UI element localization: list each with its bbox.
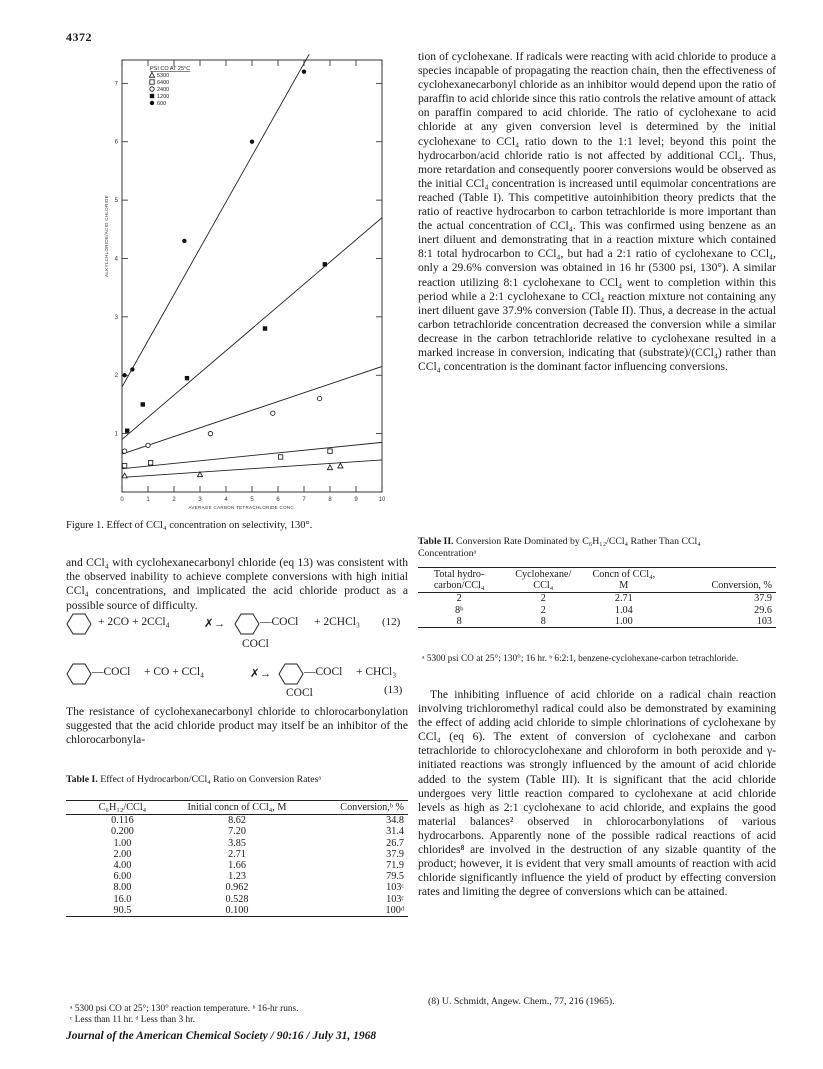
legend-marker-2400 [150, 87, 154, 91]
table-row [66, 882, 408, 893]
y-tick-label: 7 [114, 81, 118, 88]
table-cell: 79.5 [386, 871, 404, 883]
cyclohexane-ring-icon [234, 612, 260, 636]
data-point-1200 [323, 262, 327, 266]
legend-marker-1200 [150, 94, 154, 98]
eq12-arrow: ✗→ [204, 618, 226, 630]
y-tick-label: 1 [114, 431, 118, 438]
plot-frame [122, 60, 382, 492]
table-2-title: Conversion Rate Dominated by C₆H₁₂/CCl₄ Rather Than CCl₄ Concentrationᵃ [418, 536, 701, 559]
eq12-substituent: COCl [242, 638, 269, 650]
series-line-5300 [122, 460, 382, 478]
y-tick-label: 5 [114, 198, 118, 205]
table-row [66, 849, 408, 860]
cyclohexane-ring-icon [278, 662, 304, 686]
series-line-2400 [122, 366, 382, 454]
left-paragraph-1: and CCl₄ with cyclohexanecarbonyl chloride (eq 13) was consistent with the observed inability to achieve complete conversions with high initial CCl₄ concentrations, and implicated the acid chloride product as a possible source of difficulty. [66, 556, 408, 612]
right-paragraph-1: tion of cyclohexane. If radicals were reacting with acid chloride to produce a species incapable of propagating the reaction chain, then the effectiveness of cyclohexanecarbonyl chloride as an inhibitor would depend upon the ratio of paraffin to acid chloride since this ratio controls the relative amount of attack on paraffin compared to acid chloride. The ratio of cyclohexane to acid chloride at any given conversion level is determined by the initial cyclohexane to CCl₄ ratio down to the 1:1 level; beyond this point the hydrocarbon/acid chloride ratio is not affected by additional CCl₄. Thus, more retardation and consequently poorer conversions would be observed as the initial CCl₄ concentration is increased until equimolar concentrations are reached (Table I). This competitive autoinhibition theory predicts that the ratio of reactive hydrocarbon to carbon tetrachloride is more important than the actual concentration of CCl₄. This was confirmed using benzene as an inert diluent and demonstrating that in a reaction mixture which contained 8:1 total hydrocarbon to CCl₄, but had a 2:1 ratio of cyclohexane to CCl₄, only a 29.6% conversion was obtained in 16 hr (5300 psi, 130°). A similar reaction utilizing 8:1 cyclohexane to CCl₄ went to completion within this period while a 2:1 cyclohexane to CCl₄ reaction mixture not containing any inert diluent gave 37.9% conversion (Table II). Thus, a decrease in the actual carbon tetrachloride concentration decreased the conversion while a similar decrease in the carbon tetrachloride relative to cyclohexane resulted in a marked increase in conversion, indicating that (substrate)/(CCl₄) rather than CCl₄ concentration is the dominant factor influencing conversions. [418, 50, 776, 374]
table-cell: 1.00 [614, 615, 633, 627]
table-1-header: Initial concn of CCl₄, M [187, 802, 287, 813]
equation-12 [66, 612, 408, 662]
x-tick-label: 4 [224, 497, 228, 503]
data-point-5300 [122, 473, 127, 478]
x-tick-label: 2 [172, 497, 176, 503]
legend-label: 600 [157, 101, 167, 107]
table-cell: 37.9 [386, 848, 404, 860]
table-2-header: Total hydro-carbon/CCl₄ [433, 569, 485, 592]
table-row [66, 860, 408, 871]
table-2 [418, 567, 776, 628]
cyclohexane-ring-icon [66, 662, 92, 686]
data-point-2400 [146, 443, 150, 447]
legend-label: 2400 [157, 87, 170, 93]
y-tick-label: 2 [114, 373, 118, 380]
journal-footer: Journal of the American Chemical Society / 90:16 / July 31, 1968 [66, 1030, 377, 1042]
table-cell: 26.7 [386, 837, 404, 849]
data-point-600 [250, 140, 254, 144]
reference-8: (8) U. Schmidt, Angew. Chem., 77, 216 (1965). [428, 996, 615, 1007]
table-2-caption [418, 536, 758, 559]
x-tick-label: 6 [276, 497, 280, 503]
data-point-6400 [328, 449, 332, 453]
table-1-footnote: ᵃ 5300 psi CO at 25°; 130° reaction temperature. ᵇ 16-hr runs. [70, 1004, 299, 1014]
table-1-caption [66, 774, 366, 786]
table-cell: 2.71 [228, 848, 246, 860]
table-cell: 2 [456, 593, 462, 605]
table-cell: 1.00 [113, 837, 132, 849]
data-point-600 [182, 239, 186, 243]
table-1 [66, 800, 408, 917]
data-point-600 [302, 69, 306, 73]
table-cell: 7.20 [228, 826, 246, 838]
eq12-reactants: + 2CO + 2CCl₄ [98, 616, 170, 628]
table-row [66, 905, 408, 917]
eq13-byproduct: + CHCl₃ [356, 666, 397, 678]
x-axis-title: AVERAGE CARBON TETRACHLORIDE CONC. [188, 505, 296, 510]
data-point-2400 [122, 449, 126, 453]
table-2-label: Table II. [418, 536, 454, 547]
data-point-600 [130, 367, 134, 371]
legend-marker-5300 [149, 72, 154, 77]
chart-lines [122, 54, 382, 477]
table-cell: 8ᵇ [455, 604, 464, 616]
table-cell: 37.9 [754, 593, 772, 605]
table-cell: 103ᶜ [386, 882, 404, 894]
data-point-6400 [278, 455, 282, 459]
eq13-product: —COCl [304, 666, 343, 678]
table-cell: 3.85 [228, 837, 246, 849]
chart-legend [149, 66, 190, 107]
table-1-footnote: ᶜ Less than 11 hr. ᵈ Less than 3 hr. [70, 1015, 195, 1025]
data-point-2400 [271, 411, 275, 415]
table-row [66, 815, 408, 827]
legend-marker-6400 [150, 80, 154, 84]
table-row [66, 838, 408, 849]
data-point-600 [122, 373, 126, 377]
data-point-6400 [122, 464, 126, 468]
table-cell: 1.23 [228, 871, 246, 883]
table-1-header: Conversion,ᵇ % [340, 802, 404, 813]
legend-label: 1200 [157, 94, 170, 100]
equation-13 [66, 662, 408, 702]
y-tick-label: 3 [114, 314, 118, 321]
table-1-body [66, 815, 408, 917]
x-tick-label: 7 [302, 497, 306, 503]
table-cell: 4.00 [113, 860, 132, 872]
table-cell: 1.04 [614, 604, 633, 616]
figure-1-chart [100, 50, 390, 512]
x-tick-label: 0 [120, 497, 124, 503]
eq13-reagents: + CO + CCl₄ [144, 666, 205, 678]
data-point-5300 [327, 465, 332, 470]
legend-title: PSI CO AT 25°C [150, 66, 191, 72]
table-row [66, 894, 408, 905]
table-2-header: Concn of CCl₄, M [592, 569, 656, 592]
eq13-reactant: —COCl [92, 666, 131, 678]
legend-marker-600 [150, 101, 154, 105]
eq13-arrow: ✗→ [250, 668, 272, 680]
data-point-6400 [148, 461, 152, 465]
table-2-footnote: ᵃ 5300 psi CO at 25°; 130°; 16 hr. ᵇ 6:2:1, benzene-cyclohexane-carbon tetrachloride. [422, 654, 739, 664]
x-tick-label: 1 [146, 497, 150, 503]
table-row [66, 871, 408, 882]
table-cell: 103ᶜ [386, 893, 404, 905]
data-point-5300 [338, 463, 343, 468]
table-cell: 16.0 [113, 893, 132, 905]
series-line-600 [122, 54, 309, 387]
data-point-2400 [208, 431, 212, 435]
table-cell: 2 [540, 604, 546, 616]
table-cell: 71.9 [386, 860, 404, 872]
y-tick-label: 6 [114, 139, 118, 146]
eq12-product: —COCl [260, 616, 299, 628]
table-cell: 8 [456, 615, 462, 627]
table-cell: 100ᵈ [385, 904, 404, 916]
table-row [418, 593, 776, 605]
series-line-1200 [122, 218, 382, 440]
x-tick-label: 3 [198, 497, 202, 503]
right-paragraph-2 [418, 688, 776, 899]
data-point-1200 [263, 326, 267, 330]
chart-axes [104, 60, 386, 510]
data-point-1200 [141, 402, 145, 406]
table-cell: 8.00 [113, 882, 132, 894]
table-cell: 0.528 [225, 893, 249, 905]
table-cell: 29.6 [754, 604, 772, 616]
table-cell: 2 [540, 593, 546, 605]
table-cell: 8 [540, 615, 546, 627]
table-1-title: Effect of Hydrocarbon/CCl₄ Ratio on Conversion Ratesᵃ [100, 774, 322, 785]
y-axis-title: ALKYLCHLORIDE/ACID CHLORIDE [104, 195, 109, 277]
table-cell: 8.62 [228, 815, 246, 827]
page-number: 4372 [66, 30, 92, 44]
eq13-substituent: COCl [286, 687, 313, 699]
eq12-byproduct: + 2CHCl₃ [314, 616, 360, 628]
data-point-2400 [317, 396, 321, 400]
right-paragraph-2-text: The inhibiting influence of acid chloride on a radical chain reaction involving trichloromethyl radical could also be demonstrated by examining the effect of adding acid chloride to simple chlorinations of cyclohexane by CCl₄ (eq 6). The extent of conversion of cyclohexane and carbon tetrachloride to chlorocyclohexane and chloroform in both peroxide and γ-initiated reactions was strongly influenced by the amount of acid chloride added to the system (Table III). It is significant that the acid chloride undergoes very little reaction compared to cyclohexane at acid chloride levels as high as 2:1 cyclohexane to acid chloride, and explains the good material balances² observed in chlorocarbonylations of various hydrocarbons. Apparently none of the possible radical reactions of acid chlorides⁸ are involved in the destruction of any sizable quantity of the product; however, it is evident that very small amounts of reaction with acid chloride significantly influence the yield of product by effecting conversion rates and limiting the degree of conversions which can be attained. [418, 688, 776, 899]
table-2-header: Cyclohexane/ CCl₄ [515, 569, 572, 592]
table-cell: 90.5 [113, 904, 132, 916]
cyclohexane-ring-icon [66, 612, 92, 636]
table-cell: 0.200 [110, 826, 134, 838]
table-cell: 0.100 [225, 904, 249, 916]
table-cell: 34.8 [386, 815, 404, 827]
legend-label: 5300 [157, 73, 170, 79]
legend-label: 6400 [157, 80, 170, 86]
series-line-6400 [122, 442, 382, 468]
table-cell: 6.00 [113, 871, 132, 883]
data-point-1200 [185, 376, 189, 380]
left-paragraph-2: The resistance of cyclohexanecarbonyl chloride to chlorocarbonylation suggested that the acid chloride product may itself be an inhibitor of the chlorocarbonyla- [66, 705, 408, 747]
x-tick-label: 8 [328, 497, 332, 503]
data-point-1200 [125, 429, 129, 433]
x-tick-label: 10 [378, 497, 386, 503]
eq13-number: (13) [384, 684, 403, 696]
table-cell: 0.116 [111, 815, 134, 827]
table-2-header: Conversion, % [711, 580, 772, 592]
figure-caption: Figure 1. Effect of CCl₄ concentration on selectivity, 130°. [66, 520, 313, 531]
table-row [66, 826, 408, 837]
table-cell: 103 [756, 615, 772, 627]
table-cell: 2.71 [614, 593, 633, 605]
y-tick-label: 4 [114, 256, 118, 263]
x-tick-label: 5 [250, 497, 254, 503]
x-tick-label: 9 [354, 497, 358, 503]
table-cell: 2.00 [113, 848, 132, 860]
table-1-header: C₆H₁₂/CCl₄ [98, 802, 147, 813]
table-cell: 31.4 [386, 826, 404, 838]
table-2-body [418, 593, 776, 628]
table-1-label: Table I. [66, 774, 98, 785]
table-1-footnotes [70, 1004, 410, 1026]
table-row [418, 616, 776, 628]
table-cell: 0.962 [225, 882, 249, 894]
table-row [418, 605, 776, 616]
table-cell: 1.66 [228, 860, 246, 872]
eq12-number: (12) [382, 616, 401, 628]
